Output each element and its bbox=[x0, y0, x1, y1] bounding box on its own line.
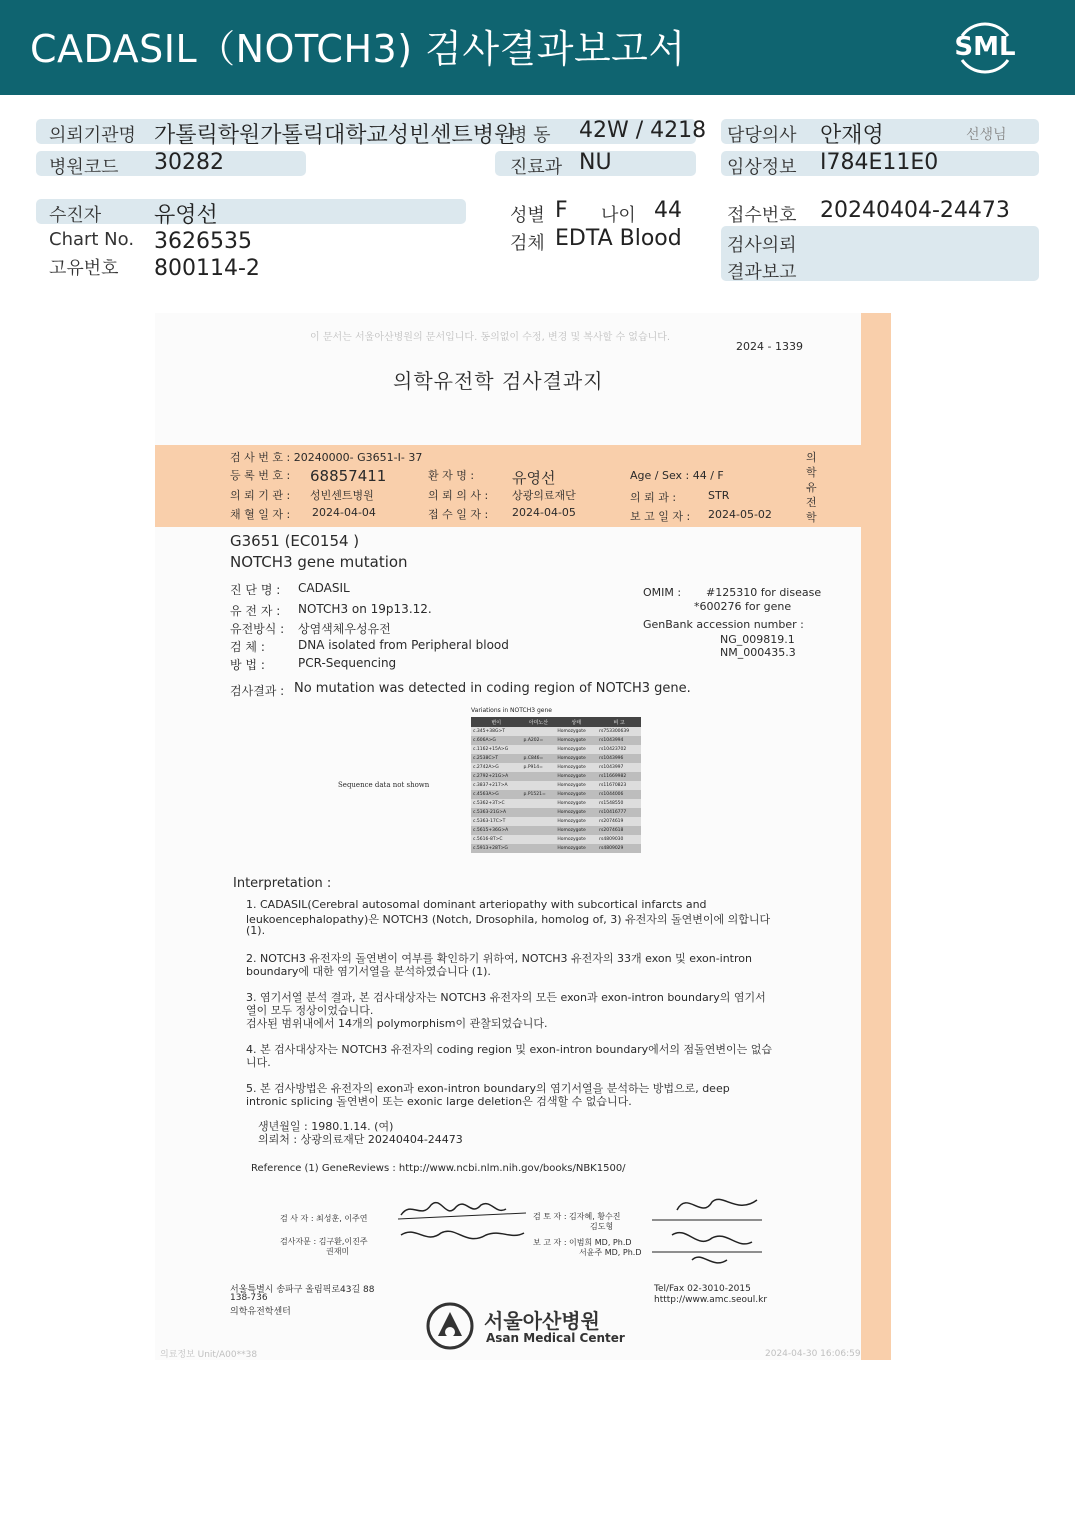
test-number: 검 사 번 호 : 20240000- G3651-I- 37 bbox=[230, 451, 423, 464]
variant-cell bbox=[522, 772, 556, 781]
variant-cell: Homozygote bbox=[555, 781, 597, 790]
dx-value: CADASIL bbox=[298, 581, 350, 595]
variant-row bbox=[471, 808, 641, 817]
genbank-ng: NG_009819.1 bbox=[720, 633, 795, 646]
variant-row bbox=[471, 790, 641, 799]
variant-cell: rs1043996 bbox=[597, 754, 641, 763]
variant-row bbox=[471, 844, 641, 853]
interp-4b: 니다. bbox=[246, 1056, 271, 1069]
clinical-value: I784E11E0 bbox=[820, 150, 939, 175]
band-age-sex: Age / Sex : 44 / F bbox=[630, 469, 724, 482]
ward-value: 42W / 4218 bbox=[579, 118, 707, 143]
signature-tester bbox=[396, 1195, 531, 1255]
specialist: 검사자문 : 김구환,이진주 bbox=[280, 1237, 368, 1246]
variant-cell bbox=[522, 844, 556, 853]
institution-label: 의뢰기관명 bbox=[49, 125, 136, 146]
var-header: 아미노산 bbox=[522, 717, 556, 727]
signature-reviewer bbox=[652, 1190, 767, 1275]
unique-label: 고유번호 bbox=[49, 258, 119, 279]
test-code: G3651 (EC0154 ) bbox=[230, 532, 360, 550]
variant-cell: Homozygote bbox=[555, 826, 597, 835]
report-title: 의학유전학 검사결과지 bbox=[393, 369, 604, 393]
variant-cell: Homozygote bbox=[555, 808, 597, 817]
logo-text: SML bbox=[954, 32, 1016, 62]
dx-label: 진 단 명 : bbox=[230, 583, 281, 597]
interp-3b: 열이 모두 정상이었습니다. bbox=[246, 1004, 374, 1017]
variant-cell: Homozygote bbox=[555, 754, 597, 763]
interp-5b: intronic splicing 돌연변이 또는 exonic large deletion은 검색할 수 없습니다. bbox=[246, 1095, 632, 1108]
page-title: CADASIL（NOTCH3) 검사결과보고서 bbox=[30, 27, 686, 71]
variant-row bbox=[471, 826, 641, 835]
spec-value: DNA isolated from Peripheral blood bbox=[298, 638, 509, 652]
variant-cell: p.C846= bbox=[522, 754, 556, 763]
website: htttp://www.amc.seoul.kr bbox=[654, 1295, 768, 1305]
receipt-value: 20240404-24473 bbox=[820, 198, 1010, 223]
request-label: 검사의뢰 bbox=[727, 235, 797, 256]
ward-label: 병 동 bbox=[510, 125, 551, 146]
specialist-2: 권재미 bbox=[326, 1247, 350, 1256]
sex-value: F bbox=[555, 198, 568, 223]
variant-cell: rs11670823 bbox=[597, 781, 641, 790]
band-inst-label: 의 뢰 기 관 : bbox=[230, 489, 291, 502]
variant-cell: Homozygote bbox=[555, 799, 597, 808]
variant-cell bbox=[522, 808, 556, 817]
variant-row bbox=[471, 799, 641, 808]
variant-row bbox=[471, 772, 641, 781]
var-header: 상태 bbox=[555, 717, 597, 727]
doc-number: 2024 - 1339 bbox=[736, 340, 803, 353]
band-dept-label: 의 뢰 과 : bbox=[630, 491, 677, 504]
variant-cell bbox=[522, 745, 556, 754]
band-patient-label: 환 자 명 : bbox=[428, 469, 475, 482]
var-header: 변이 bbox=[471, 717, 522, 727]
variant-cell: rs753300639 bbox=[597, 727, 641, 736]
variant-cell: c.5615+36G>A bbox=[471, 826, 522, 835]
tester: 검 사 자 : 최성훈, 이주연 bbox=[280, 1214, 368, 1223]
asan-foundation-emblem bbox=[426, 1302, 474, 1350]
doctor-value: 안재영 bbox=[820, 123, 884, 148]
address-2: 138-736 bbox=[230, 1293, 268, 1303]
variant-cell: c.5913+28T>G bbox=[471, 844, 522, 853]
genbank-label: GenBank accession number : bbox=[643, 618, 804, 631]
band-coll-label: 채 혈 일 자 : bbox=[230, 508, 291, 521]
variant-row bbox=[471, 745, 641, 754]
hospital-code-label: 병원코드 bbox=[49, 157, 119, 178]
reviewer-2: 김도형 bbox=[590, 1222, 614, 1231]
interp-1a: 1. CADASIL(Cerebral autosomal dominant arteriopathy with subcortical infarcts and bbox=[246, 898, 707, 911]
variant-cell: Homozygote bbox=[555, 736, 597, 745]
interp-2a: 2. NOTCH3 유전자의 돌연변이 여부를 확인하기 위하여, NOTCH3 유전자의 33개 exon 및 exon-intron bbox=[246, 952, 752, 965]
interp-1c: (1). bbox=[246, 924, 266, 937]
genbank-nm: NM_000435.3 bbox=[720, 646, 796, 659]
variation-table bbox=[471, 707, 641, 853]
hospital-name-en: Asan Medical Center bbox=[486, 1331, 625, 1345]
variant-cell bbox=[522, 727, 556, 736]
variant-cell: c.2538C>T bbox=[471, 754, 522, 763]
chart-label: Chart No. bbox=[49, 229, 135, 250]
hospital-code-value: 30282 bbox=[154, 150, 224, 175]
variant-cell: c.1162+15A>G bbox=[471, 745, 522, 754]
reporter-2: 서윤주 MD, Ph.D bbox=[579, 1248, 642, 1257]
variant-cell: rs1548550 bbox=[597, 799, 641, 808]
variant-cell: rs10416777 bbox=[597, 808, 641, 817]
variant-cell bbox=[522, 817, 556, 826]
clinical-label: 임상정보 bbox=[727, 157, 797, 178]
variant-cell: rs2074619 bbox=[597, 817, 641, 826]
gene-label: 유 전 자 : bbox=[230, 604, 281, 618]
variant-cell: c.2792+21G>A bbox=[471, 772, 522, 781]
variant-cell: rs1043994 bbox=[597, 736, 641, 745]
variant-row bbox=[471, 763, 641, 772]
variant-cell: p.A202= bbox=[522, 736, 556, 745]
address-1: 서울특별시 송파구 올림픽로43길 88 bbox=[230, 1285, 375, 1295]
test-name: NOTCH3 gene mutation bbox=[230, 553, 408, 571]
variant-cell bbox=[522, 799, 556, 808]
result-label: 검사결과 : bbox=[230, 684, 285, 698]
variant-cell: c.606A>G bbox=[471, 736, 522, 745]
variant-cell: Homozygote bbox=[555, 727, 597, 736]
variant-cell: c.5362+3T>C bbox=[471, 799, 522, 808]
variant-row bbox=[471, 754, 641, 763]
variant-cell: c.3837+217>A bbox=[471, 781, 522, 790]
specimen-value: EDTA Blood bbox=[555, 226, 682, 251]
variant-cell: Homozygote bbox=[555, 835, 597, 844]
variant-cell: c.2742A>G bbox=[471, 763, 522, 772]
variant-cell: p.P914= bbox=[522, 763, 556, 772]
variant-cell bbox=[522, 835, 556, 844]
doctor-label: 담당의사 bbox=[727, 125, 797, 146]
age-value: 44 bbox=[654, 198, 682, 223]
tel-fax: Tel/Fax 02-3010-2015 bbox=[654, 1284, 751, 1294]
address-3: 의학유전학센터 bbox=[230, 1307, 291, 1317]
requester: 의뢰처 : 상광의료재단 20240404-24473 bbox=[258, 1133, 463, 1146]
variant-row bbox=[471, 817, 641, 826]
interp-5a: 5. 본 검사방법은 유전자의 exon과 exon-intron boundary의 염기서열을 분석하는 방법으로, deep bbox=[246, 1082, 730, 1095]
department-value: NU bbox=[579, 150, 612, 175]
interp-1b: leukoencephalopathy)은 NOTCH3 (Notch, Drosophila, homolog of, 3) 유전자의 돌연변이에 의합니다 bbox=[246, 913, 771, 926]
reference: Reference (1) GeneReviews : http://www.ncbi.nlm.nih.gov/books/NBK1500/ bbox=[251, 1163, 626, 1174]
watermark-text: 이 문서는 서울아산병원의 문서입니다. 동의없이 수정, 변경 및 복사할 수 없습니다. bbox=[310, 332, 671, 343]
variant-cell: rs4809029 bbox=[597, 844, 641, 853]
variant-cell bbox=[522, 781, 556, 790]
specimen-label: 검체 bbox=[510, 233, 545, 254]
var-header: 비 고 bbox=[597, 717, 641, 727]
variant-cell: c.345+38G>T bbox=[471, 727, 522, 736]
band-recv-value: 2024-04-05 bbox=[512, 506, 576, 519]
variant-cell: rs1043997 bbox=[597, 763, 641, 772]
band-side-label: 의학유전학 bbox=[806, 451, 817, 524]
band-rep-value: 2024-05-02 bbox=[708, 508, 772, 521]
variant-cell bbox=[522, 826, 556, 835]
reporter: 보 고 자 : 이범희 MD, Ph.D bbox=[533, 1238, 632, 1247]
variant-cell: rs11669982 bbox=[597, 772, 641, 781]
variant-cell: c.4563A>G bbox=[471, 790, 522, 799]
band-rep-label: 보 고 일 자 : bbox=[630, 510, 691, 523]
chart-value: 3626535 bbox=[154, 229, 252, 254]
gene-value: NOTCH3 on 19p13.12. bbox=[298, 602, 432, 616]
variant-cell: Homozygote bbox=[555, 772, 597, 781]
unique-value: 800114-2 bbox=[154, 256, 260, 281]
variant-row bbox=[471, 727, 641, 736]
interp-title: Interpretation : bbox=[233, 876, 332, 891]
variant-cell: rs1044006 bbox=[597, 790, 641, 799]
patient-label: 수진자 bbox=[49, 205, 102, 226]
omim-gene: *600276 for gene bbox=[694, 600, 792, 613]
mode-label: 유전방식 : bbox=[230, 622, 285, 636]
band-recv-label: 접 수 일 자 : bbox=[428, 508, 489, 521]
omim-label: OMIM : bbox=[643, 586, 682, 599]
sml-logo bbox=[948, 14, 1022, 80]
method-label: 방 법 : bbox=[230, 658, 265, 672]
doctor-suffix: 선생님 bbox=[966, 127, 1007, 143]
spec-label: 검 체 : bbox=[230, 640, 265, 654]
reg-label: 등 록 번 호 : bbox=[230, 469, 291, 482]
result-value: No mutation was detected in coding region of NOTCH3 gene. bbox=[294, 681, 691, 696]
variant-cell: rs2074618 bbox=[597, 826, 641, 835]
institution-value: 가톨릭학원가톨릭대학교성빈센트병원 bbox=[154, 123, 516, 148]
variant-cell: Homozygote bbox=[555, 844, 597, 853]
band-coll-value: 2024-04-04 bbox=[312, 506, 376, 519]
footer-right: 2024-04-30 16:06:59 bbox=[765, 1349, 861, 1359]
band-req-label: 의 뢰 의 사 : bbox=[428, 489, 489, 502]
variant-cell: c.5616-8T>C bbox=[471, 835, 522, 844]
sequence-note: Sequence data not shown bbox=[338, 781, 430, 789]
reviewer: 검 토 자 : 김자혜, 황수진 bbox=[533, 1212, 621, 1221]
interp-4a: 4. 본 검사대상자는 NOTCH3 유전자의 coding region 및 exon-intron boundary에서의 점돌연변이는 없습 bbox=[246, 1043, 772, 1056]
variation-table-title: Variations in NOTCH3 gene bbox=[471, 707, 552, 714]
variant-row bbox=[471, 736, 641, 745]
variant-row bbox=[471, 835, 641, 844]
department-label: 진료과 bbox=[510, 157, 563, 178]
interp-3c: 검사된 범위내에서 14개의 polymorphism이 관찰되었습니다. bbox=[246, 1017, 548, 1030]
omim-disease: #125310 for disease bbox=[706, 586, 822, 599]
variant-cell: p.P1521= bbox=[522, 790, 556, 799]
patient-value: 유영선 bbox=[154, 203, 218, 228]
birth-date: 생년월일 : 1980.1.14. (여) bbox=[258, 1120, 394, 1133]
variant-cell: Homozygote bbox=[555, 763, 597, 772]
receipt-label: 접수번호 bbox=[727, 205, 797, 226]
interp-2b: boundary에 대한 염기서열을 분석하였습니다 (1). bbox=[246, 965, 491, 978]
variant-row bbox=[471, 781, 641, 790]
band-dept-value: STR bbox=[708, 489, 730, 502]
sex-label: 성별 bbox=[510, 205, 545, 226]
variant-cell: c.5363-17C>T bbox=[471, 817, 522, 826]
band-req-value: 상광의료재단 bbox=[512, 489, 576, 502]
variant-cell: Homozygote bbox=[555, 745, 597, 754]
variant-cell: Homozygote bbox=[555, 790, 597, 799]
variant-cell: c.5363-21G>A bbox=[471, 808, 522, 817]
band-patient-value: 유영선 bbox=[512, 469, 556, 487]
interp-3a: 3. 염기서열 분석 결과, 본 검사대상자는 NOTCH3 유전자의 모든 exon과 exon-intron boundary의 염기서 bbox=[246, 991, 766, 1004]
mode-value: 상염색체우성유전 bbox=[298, 622, 391, 636]
age-label: 나이 bbox=[601, 205, 636, 226]
method-value: PCR-Sequencing bbox=[298, 656, 397, 670]
report-label: 결과보고 bbox=[727, 262, 797, 283]
hospital-name-kr: 서울아산병원 bbox=[484, 1309, 600, 1333]
footer-left: 의료정보 Unit/A00**38 bbox=[160, 1350, 258, 1360]
variant-cell: Homozygote bbox=[555, 817, 597, 826]
reg-value: 68857411 bbox=[310, 467, 387, 485]
variant-cell: rs4809030 bbox=[597, 835, 641, 844]
band-inst-value: 성빈센트병원 bbox=[310, 489, 374, 502]
variant-cell: rs10423702 bbox=[597, 745, 641, 754]
